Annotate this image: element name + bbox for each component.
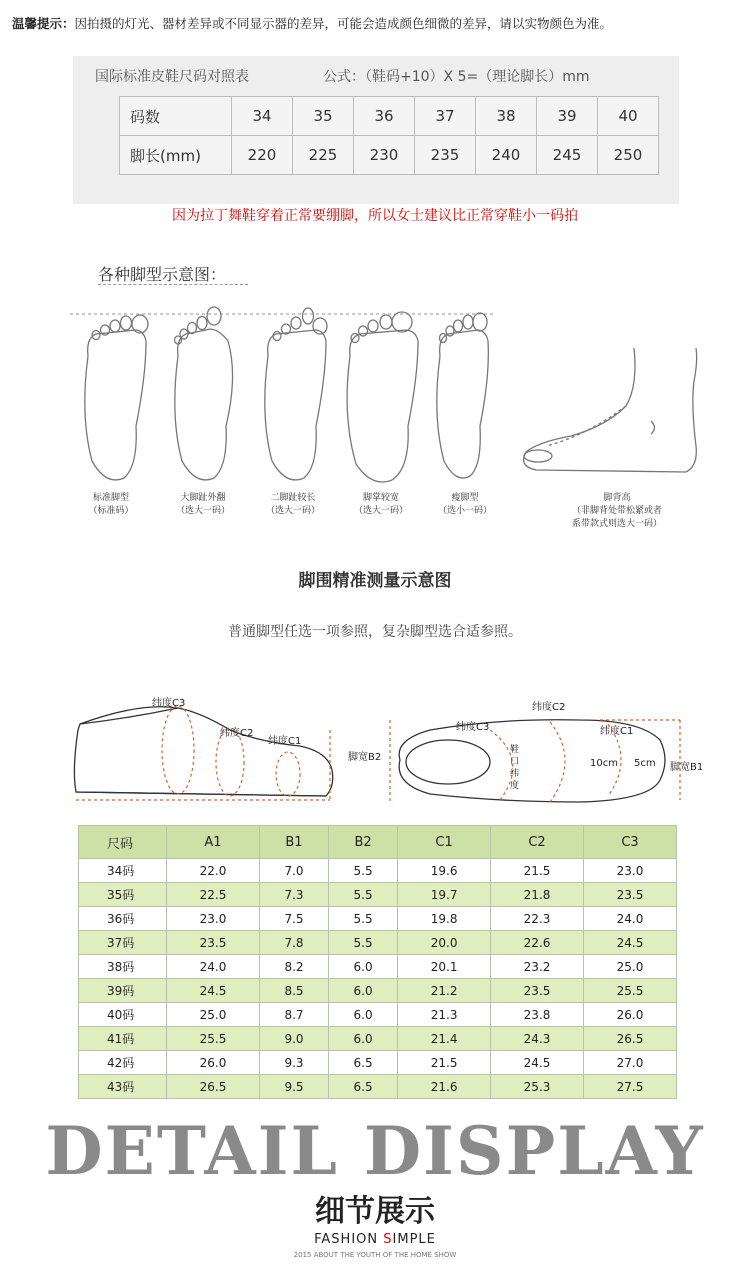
length-row-label: 脚长(mm) <box>120 136 232 175</box>
row-size-cell: 36码 <box>79 907 167 931</box>
foot-label-long-toe <box>248 492 338 518</box>
length-cell: 225 <box>293 136 354 175</box>
measure-row <box>79 931 677 955</box>
foot-advice: （选大一码） <box>175 506 230 516</box>
foot-name: 大脚趾外翻 <box>180 493 226 503</box>
foot-label-high-instep <box>552 492 682 531</box>
detail-display-cn: 细节展示 <box>315 1194 435 1229</box>
measure-cell: 23.5 <box>491 979 584 1003</box>
measure-cell: 9.0 <box>259 1027 328 1051</box>
size-cell: 40 <box>598 97 659 136</box>
measure-cell: 23.8 <box>491 1003 584 1027</box>
size-cell: 35 <box>293 97 354 136</box>
label-10cm: 10cm <box>590 758 618 769</box>
measure-cell: 24.5 <box>167 979 260 1003</box>
measure-row <box>79 1003 677 1027</box>
label-c2: 纬度C2 <box>220 728 254 739</box>
label-5cm: 5cm <box>634 758 656 769</box>
measure-cell: 26.5 <box>584 1027 677 1051</box>
header-cell: B2 <box>329 826 398 859</box>
foot-advice: 系带款式则选大一码） <box>571 519 662 529</box>
foot-name: 瘦脚型 <box>451 493 479 503</box>
measure-cell: 24.0 <box>167 955 260 979</box>
header-cell: C2 <box>491 826 584 859</box>
label-b2: 脚宽B2 <box>348 752 382 763</box>
measure-cell: 9.5 <box>259 1075 328 1099</box>
notice-label: 温馨提示： <box>12 16 75 31</box>
size-cell: 37 <box>415 97 476 136</box>
header-cell: A1 <box>167 826 260 859</box>
measure-cell: 26.0 <box>584 1003 677 1027</box>
length-cell: 245 <box>537 136 598 175</box>
measure-row <box>79 883 677 907</box>
notice-text: 因拍摄的灯光、器材差异或不同显示器的差异，可能会造成颜色细微的差异，请以实物颜色为准。 <box>74 16 613 31</box>
measure-cell: 5.5 <box>329 907 398 931</box>
row-size-cell: 34码 <box>79 859 167 883</box>
measure-cell: 26.5 <box>167 1075 260 1099</box>
foot-high-instep-icon <box>524 348 697 472</box>
label-c2-top: 纬度C2 <box>532 702 566 713</box>
measure-cell: 21.8 <box>491 883 584 907</box>
measure-cell: 7.8 <box>259 931 328 955</box>
measure-diagram <box>60 690 704 810</box>
foot-name: 二脚趾较长 <box>270 493 316 503</box>
measure-cell: 25.0 <box>167 1003 260 1027</box>
measure-cell: 26.0 <box>167 1051 260 1075</box>
measure-cell: 21.2 <box>398 979 491 1003</box>
row-size-cell: 40码 <box>79 1003 167 1027</box>
measure-cell: 6.0 <box>329 1003 398 1027</box>
measure-cell: 5.5 <box>329 883 398 907</box>
measure-cell: 9.3 <box>259 1051 328 1075</box>
length-row <box>120 136 659 175</box>
notice-bar <box>12 14 612 32</box>
measure-cell: 21.3 <box>398 1003 491 1027</box>
label-c3-top: 纬度C3 <box>456 722 490 733</box>
measure-cell: 22.6 <box>491 931 584 955</box>
length-cell: 220 <box>232 136 293 175</box>
measure-cell: 24.0 <box>584 907 677 931</box>
measure-cell: 23.0 <box>167 907 260 931</box>
length-cell: 250 <box>598 136 659 175</box>
brand-s: S <box>383 1232 393 1247</box>
measure-title: 脚围精准测量示意图 <box>298 571 452 591</box>
detail-display-title: DETAIL DISPLAY <box>45 1112 705 1190</box>
measure-cell: 23.2 <box>491 955 584 979</box>
measure-cell: 21.4 <box>398 1027 491 1051</box>
measure-cell: 5.5 <box>329 931 398 955</box>
feet-svg <box>66 296 706 496</box>
measure-cell: 23.5 <box>167 931 260 955</box>
size-cell: 34 <box>232 97 293 136</box>
header-cell: C1 <box>398 826 491 859</box>
foot-types-title: 各种脚型示意图： <box>98 265 227 284</box>
measure-cell: 23.5 <box>584 883 677 907</box>
length-cell: 230 <box>354 136 415 175</box>
row-size-cell: 35码 <box>79 883 167 907</box>
title-divider <box>98 284 248 285</box>
measure-table-header <box>79 826 677 859</box>
foot-advice: （选大一码） <box>353 506 408 516</box>
measure-cell: 24.5 <box>584 931 677 955</box>
measure-cell: 21.5 <box>491 859 584 883</box>
foot-name: 脚背高 <box>603 493 631 503</box>
measure-cell: 25.3 <box>491 1075 584 1099</box>
measure-cell: 20.0 <box>398 931 491 955</box>
foot-slim-icon <box>437 313 489 478</box>
foot-wide-icon <box>347 312 418 482</box>
size-chart <box>73 56 679 204</box>
measure-row <box>79 979 677 1003</box>
foot-types-illustration <box>66 296 706 529</box>
measure-cell: 7.5 <box>259 907 328 931</box>
measure-cell: 27.5 <box>584 1075 677 1099</box>
foot-label-slim <box>420 492 510 518</box>
length-cell: 235 <box>415 136 476 175</box>
size-row <box>120 97 659 136</box>
header-cell: 尺码 <box>79 826 167 859</box>
label-c3: 纬度C3 <box>152 698 186 709</box>
measure-cell: 6.5 <box>329 1075 398 1099</box>
label-c1-top: 纬度C1 <box>600 726 634 737</box>
length-cell: 240 <box>476 136 537 175</box>
brand-rest: IMPLE <box>392 1232 436 1247</box>
label-c1: 纬度C1 <box>268 736 302 747</box>
foot-label-standard <box>66 492 156 518</box>
measure-cell: 27.0 <box>584 1051 677 1075</box>
measure-cell: 7.3 <box>259 883 328 907</box>
foot-advice: （选小一码） <box>437 506 492 516</box>
measure-row <box>79 907 677 931</box>
label-mouth: 鞋口纬度 <box>510 745 520 791</box>
measure-cell: 6.0 <box>329 979 398 1003</box>
measure-cell: 25.0 <box>584 955 677 979</box>
measure-cell: 19.8 <box>398 907 491 931</box>
measure-cell: 25.5 <box>167 1027 260 1051</box>
measure-row <box>79 859 677 883</box>
brand-prefix: FASHION <box>314 1232 384 1247</box>
row-size-cell: 42码 <box>79 1051 167 1075</box>
header-cell: B1 <box>259 826 328 859</box>
measure-cell: 5.5 <box>329 859 398 883</box>
row-size-cell: 43码 <box>79 1075 167 1099</box>
size-row-label: 码数 <box>120 97 232 136</box>
measure-row <box>79 1027 677 1051</box>
foot-standard-icon <box>85 315 148 480</box>
size-cell: 38 <box>476 97 537 136</box>
measure-row <box>79 955 677 979</box>
measure-cell: 21.6 <box>398 1075 491 1099</box>
measure-cell: 19.6 <box>398 859 491 883</box>
foot-long-second-toe-icon <box>265 308 327 480</box>
measure-cell: 8.7 <box>259 1003 328 1027</box>
measure-table-body <box>79 859 677 1099</box>
foot-advice: （非脚背处带松紧或者 <box>571 506 662 516</box>
measure-cell: 25.5 <box>584 979 677 1003</box>
foot-name: 脚掌较宽 <box>362 493 399 503</box>
size-chart-formula: 公式：（鞋码+10）X 5=（理论脚长）mm <box>323 69 590 85</box>
foot-advice: （选大一码） <box>265 506 320 516</box>
measure-cell: 8.2 <box>259 955 328 979</box>
brand-line <box>0 1232 750 1247</box>
measure-subtitle: 普通脚型任选一项参照，复杂脚型选合适参照。 <box>228 624 522 640</box>
measure-cell: 6.0 <box>329 1027 398 1051</box>
measure-cell: 21.5 <box>398 1051 491 1075</box>
measure-table <box>78 825 677 1099</box>
header-cell: C3 <box>584 826 677 859</box>
measure-cell: 19.7 <box>398 883 491 907</box>
measure-row <box>79 1051 677 1075</box>
measure-cell: 8.5 <box>259 979 328 1003</box>
row-size-cell: 39码 <box>79 979 167 1003</box>
measure-cell: 22.5 <box>167 883 260 907</box>
foot-label-bunion <box>158 492 248 518</box>
size-cell: 39 <box>537 97 598 136</box>
size-cell: 36 <box>354 97 415 136</box>
measure-cell: 22.0 <box>167 859 260 883</box>
row-size-cell: 38码 <box>79 955 167 979</box>
label-b1: 脚宽B1 <box>670 762 704 773</box>
size-chart-title: 国际标准皮鞋尺码对照表 <box>95 69 249 85</box>
tagline: 2015 ABOUT THE YOUTH OF THE HOME SHOW <box>293 1251 457 1259</box>
measure-row <box>79 1075 677 1099</box>
size-table <box>119 96 659 175</box>
measure-cell: 6.5 <box>329 1051 398 1075</box>
foot-advice: （标准码） <box>88 506 134 516</box>
measure-cell: 6.0 <box>329 955 398 979</box>
foot-label-wide <box>336 492 426 518</box>
sizing-note: 因为拉丁舞鞋穿着正常要绷脚，所以女士建议比正常穿鞋小一码拍 <box>172 208 578 224</box>
foot-bunion-icon <box>175 307 233 480</box>
measure-cell: 24.3 <box>491 1027 584 1051</box>
row-size-cell: 41码 <box>79 1027 167 1051</box>
measure-cell: 23.0 <box>584 859 677 883</box>
measure-cell: 24.5 <box>491 1051 584 1075</box>
row-size-cell: 37码 <box>79 931 167 955</box>
measure-cell: 20.1 <box>398 955 491 979</box>
foot-name: 标准脚型 <box>92 493 129 503</box>
measure-cell: 22.3 <box>491 907 584 931</box>
measure-cell: 7.0 <box>259 859 328 883</box>
